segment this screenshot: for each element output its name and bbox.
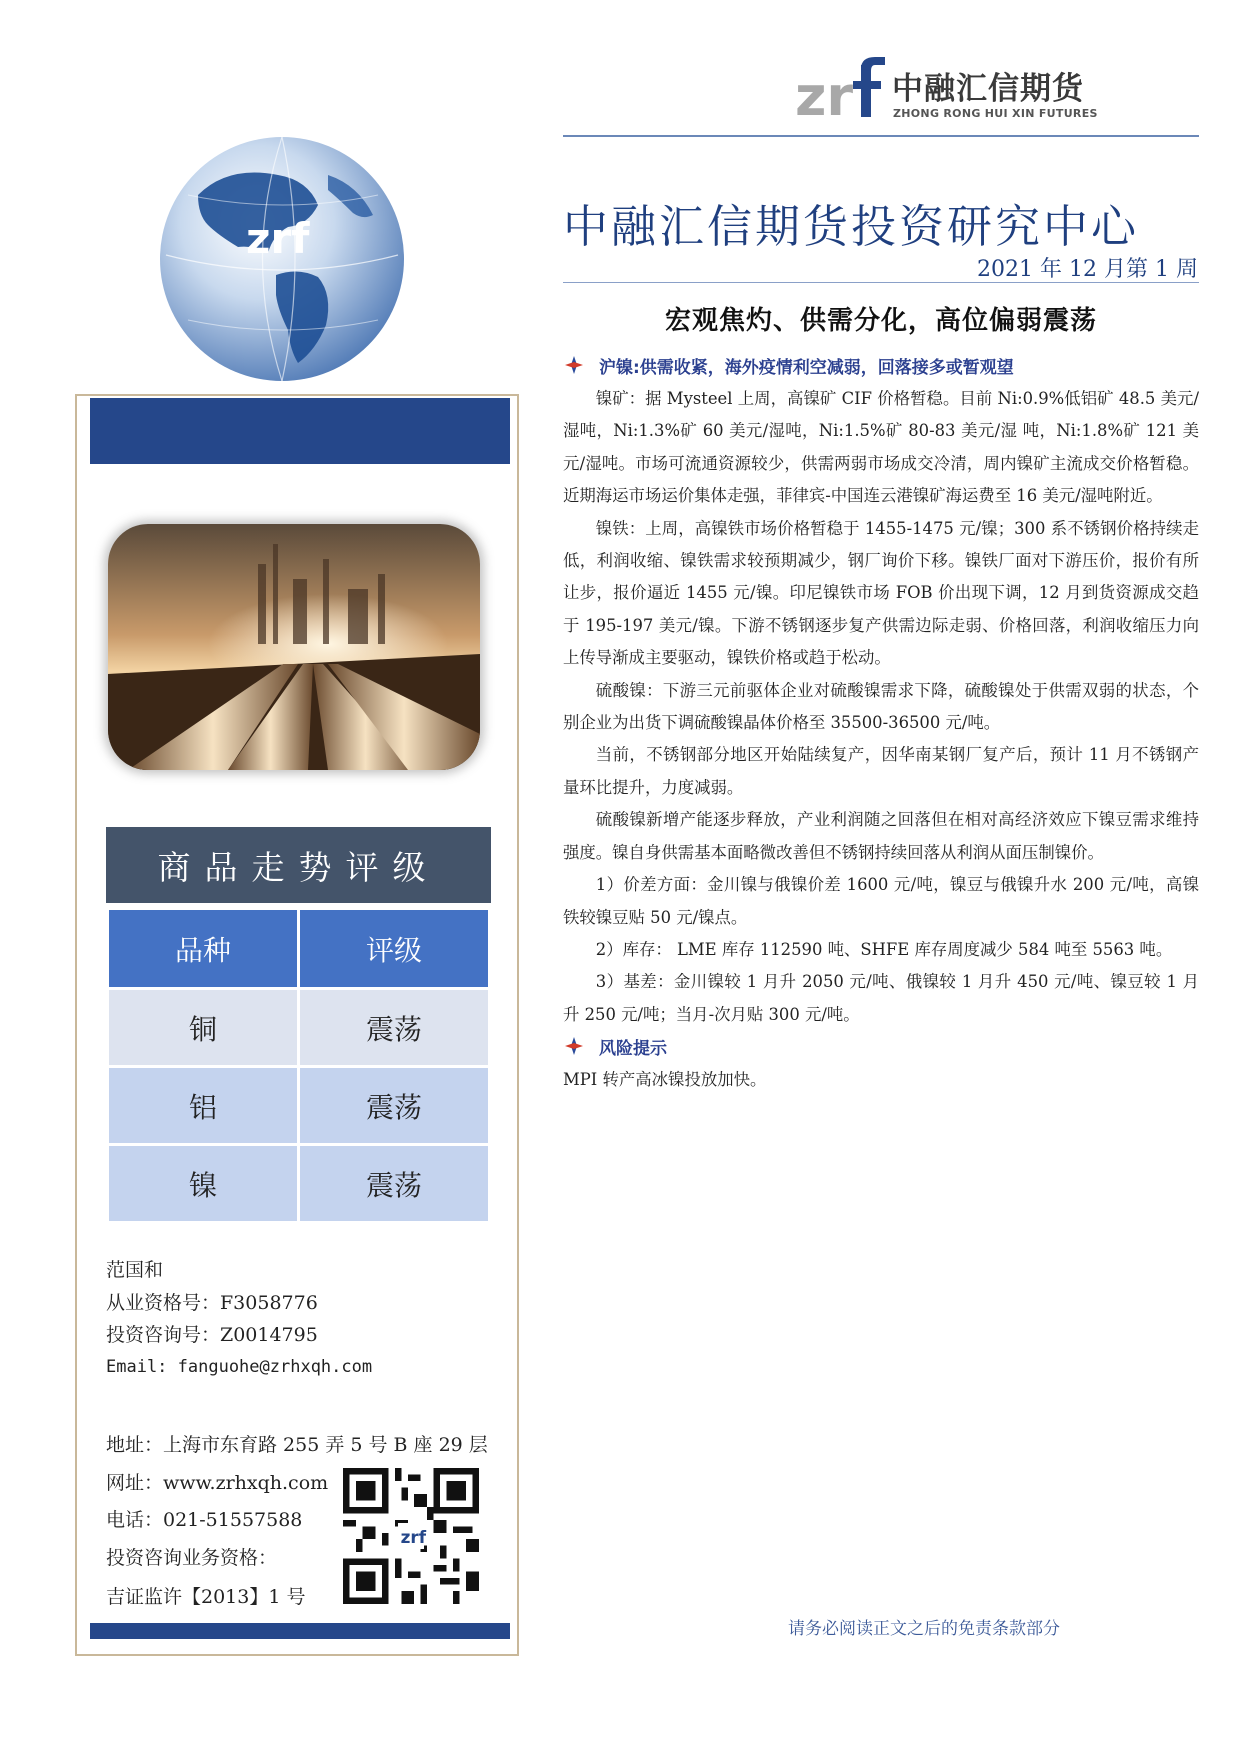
issue-date: 2021 年 12 月第 1 周 <box>977 257 1198 282</box>
body-paragraph: 2）库存： LME 库存 112590 吨、SHFE 库存周度减少 584 吨至 5563 吨。 <box>595 939 1173 959</box>
risk-text: MPI 转产高冰镍投放加快。 <box>563 1070 767 1090</box>
zrf-logo-mark-icon <box>795 55 885 123</box>
globe-image <box>158 135 406 383</box>
company-phone: 电话：021-51557588 <box>106 1509 303 1531</box>
analyst-consulting-no: 投资咨询号：Z0014795 <box>106 1324 318 1346</box>
pipeline-photo <box>108 524 480 770</box>
analyst-email[interactable]: Email: fanguohe@zrhxqh.com <box>106 1357 373 1377</box>
table-row <box>108 989 490 1067</box>
main-content <box>563 350 1199 1097</box>
rating-value: 震荡 <box>299 1145 490 1223</box>
svg-text:zrf: zrf <box>400 1527 427 1548</box>
section-bullet-icon <box>563 354 585 376</box>
body-paragraph: 3）基差：金川镍较 1 月升 2050 元/吨、俄镍较 1 月升 450 元/吨、镍豆较 1 月升 250 元/吨；当月-次月贴 300 元/吨。 <box>563 972 1199 1024</box>
section-heading-nickel <box>563 350 1199 380</box>
body-paragraph: 1）价差方面：金川镍与俄镍价差 1600 元/吨，镍豆与俄镍升水 200 元/吨，高镍铁较镍豆贴 50 元/镍点。 <box>563 875 1199 927</box>
pipeline-sunset-icon <box>108 524 480 770</box>
analyst-name: 范国和 <box>106 1259 164 1281</box>
rating-header-commodity: 品种 <box>108 909 299 989</box>
rating-commodity: 铜 <box>108 989 299 1067</box>
body-paragraph: 硫酸镍：下游三元前驱体企业对硫酸镍需求下降，硫酸镍处于供需双弱的状态，个别企业为出货下调硫酸镍晶体价格至 35500-36500 元/吨。 <box>563 680 1199 733</box>
rating-value: 震荡 <box>299 1067 490 1145</box>
sidebar-footer-bar <box>90 1623 510 1639</box>
research-center-title: 中融汇信期货投资研究中心 <box>563 200 1140 253</box>
section-heading-risk <box>563 1031 1199 1061</box>
body-paragraph: 硫酸镍新增产能逐步释放，产业利润随之回落但在相对高经济效应下镍豆需求维持强度。镍自身供需基本面略微改善但不锈钢持续回落从利润从面压制镍价。 <box>563 810 1199 862</box>
disclaimer-note[interactable]: 请务必阅读正文之后的免责条款部分 <box>788 1619 1060 1639</box>
section-title: 沪镍:供需收紧，海外疫情利空减弱，回落接多或暂观望 <box>599 357 1014 378</box>
risk-title: 风险提示 <box>599 1038 667 1059</box>
qr-code-icon <box>343 1468 479 1604</box>
brand-en-name: ZHONG RONG HUI XIN FUTURES <box>893 107 1098 120</box>
table-row <box>108 1067 490 1145</box>
analyst-qualification: 从业资格号：F3058776 <box>106 1292 318 1314</box>
sidebar-header-bar <box>90 398 510 464</box>
license-number: 吉证监许【2013】1 号 <box>106 1586 306 1608</box>
rating-table <box>106 907 491 1224</box>
svg-text:zr: zr <box>795 65 854 123</box>
section-bullet-icon <box>563 1035 585 1057</box>
report-headline: 宏观焦灼、供需分化，高位偏弱震荡 <box>664 306 1097 336</box>
body-paragraph: 当前，不锈钢部分地区开始陆续复产，因华南某钢厂复产后，预计 11 月不锈钢产量环比提升，力度减弱。 <box>563 745 1199 797</box>
rating-title: 商品走势评级 <box>106 827 491 903</box>
license-label: 投资咨询业务资格： <box>106 1547 278 1569</box>
rating-header-rating: 评级 <box>299 909 490 989</box>
company-address: 地址：上海市东育路 255 弄 5 号 B 座 29 层 <box>106 1434 488 1456</box>
rating-commodity: 铝 <box>108 1067 299 1145</box>
globe-icon <box>158 135 406 383</box>
rating-value: 震荡 <box>299 989 490 1067</box>
qr-code <box>343 1468 479 1604</box>
date-rule <box>563 282 1199 283</box>
globe-label: zrf <box>246 214 310 263</box>
rating-header-row <box>108 909 490 989</box>
header-rule <box>563 135 1199 137</box>
body-paragraph: 镍矿：据 Mysteel 上周，高镍矿 CIF 价格暂稳。目前 Ni:0.9%低铝矿 48.5 美元/湿吨，Ni:1.3%矿 60 美元/湿吨，Ni:1.5%矿 80-83 美元/湿 吨，Ni:1.8%矿 121 美元/湿吨。市场可流通资源较少，供需两弱市场成交冷清，周内镍矿主流成交价格暂稳。近期海运市场运价集体走强，菲律宾-中国连云港镍矿海运费至 16 美元/湿吨附近。 <box>563 389 1199 506</box>
rating-commodity: 镍 <box>108 1145 299 1223</box>
table-row <box>108 1145 490 1223</box>
body-paragraph: 镍铁：上周，高镍铁市场价格暂稳于 1455-1475 元/镍；300 系不锈钢价格持续走低，利润收缩、镍铁需求较预期减少，钢厂询价下移。镍铁厂面对下游压价，报价有所让步，报价逼近 1455 元/镍。印尼镍铁市场 FOB 价出现下调，12 月到货资源成交趋于 195-197 美元/镍。下游不锈钢逐步复产供需边际走弱、价格回落，利润收缩压力向上传导渐成主要驱动，镍铁价格或趋于松动。 <box>563 518 1199 668</box>
company-website[interactable]: 网址：www.zrhxqh.com <box>106 1472 329 1494</box>
brand-cn-name: 中融汇信期货 <box>892 71 1084 107</box>
company-logo <box>795 55 1098 125</box>
